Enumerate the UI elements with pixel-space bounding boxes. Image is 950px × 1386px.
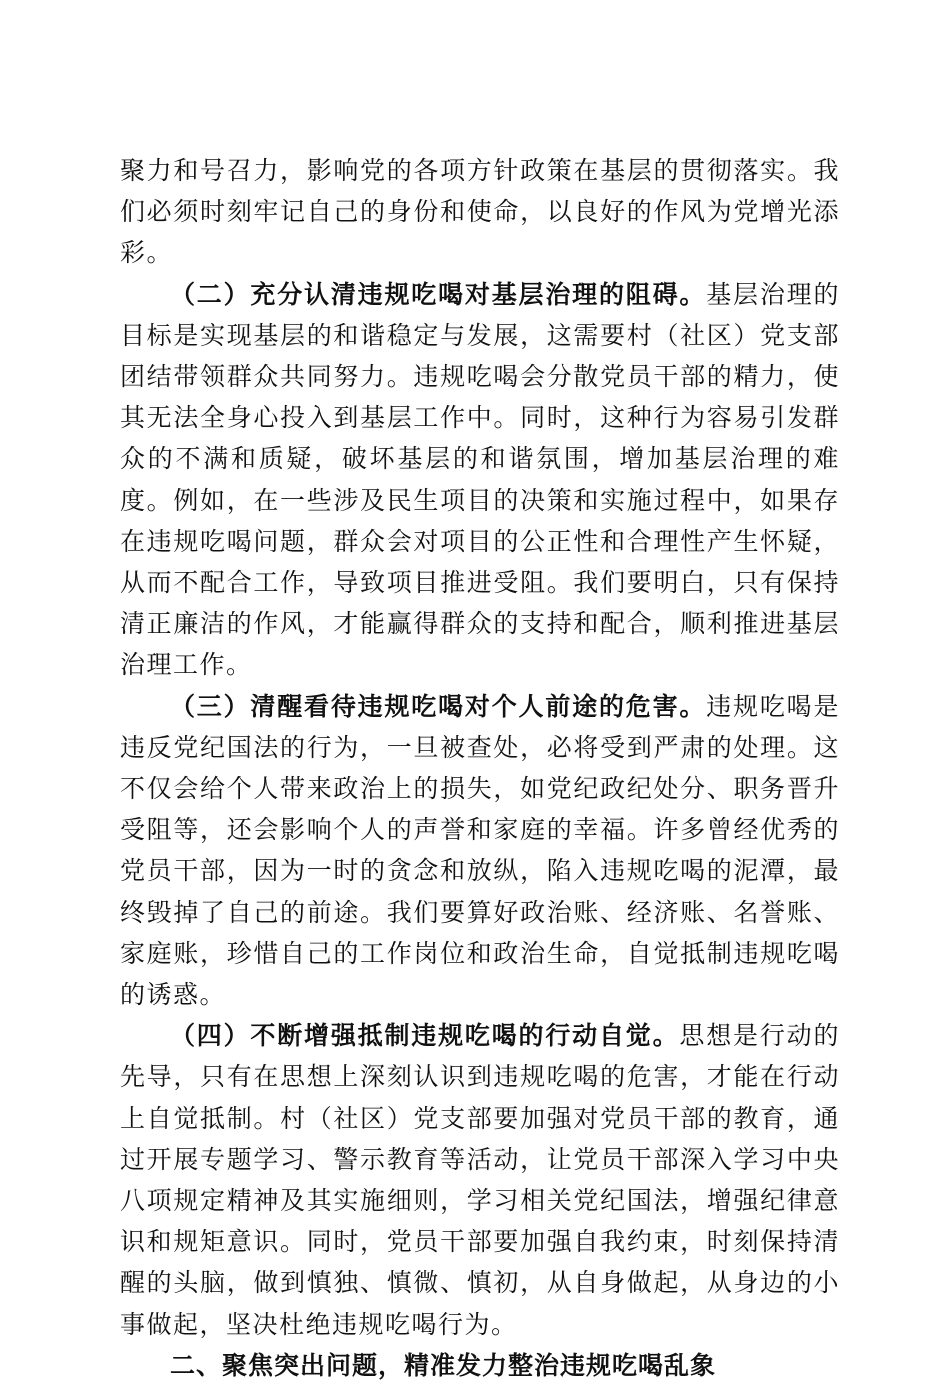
paragraph-continuation xyxy=(120,150,840,274)
subsection-heading: （三）清醒看待违规吃喝对个人前途的危害。 xyxy=(170,691,707,721)
paragraph-subsection-3 xyxy=(120,686,840,1016)
subsection-heading: （四）不断增强抵制违规吃喝的行动自觉。 xyxy=(170,1021,680,1051)
section-heading: 二、聚焦突出问题，精准发力整治违规吃喝乱象 xyxy=(170,1350,717,1380)
paragraph-subsection-4 xyxy=(120,1015,840,1345)
paragraph-text: 思想是行动的先导，只有在思想上深刻认识到违规吃喝的危害，才能在行动上自觉抵制。村（社区）党支部要加强对党员干部的教育，通过开展专题学习、警示教育等活动，让党员干部深入学习中央八项规定精神及其实施细则，学习相关党纪国法，增强纪律意识和规矩意识。同时，党员干部要加强自我约束，时刻保持清醒的头脑，做到慎独、慎微、慎初，从自身做起，从身边的小事做起，坚决杜绝违规吃喝行为。 xyxy=(120,1021,840,1339)
document-body xyxy=(120,150,840,1386)
paragraph-subsection-2 xyxy=(120,274,840,686)
paragraph-text: 基层治理的目标是实现基层的和谐稳定与发展，这需要村（社区）党支部团结带领群众共同努力。违规吃喝会分散党员干部的精力，使其无法全身心投入到基层工作中。同时，这种行为容易引发群众的不满和质疑，破坏基层的和谐氛围，增加基层治理的难度。例如，在一些涉及民生项目的决策和实施过程中，如果存在违规吃喝问题，群众会对项目的公正性和合理性产生怀疑，从而不配合工作，导致项目推进受阻。我们要明白，只有保持清正廉洁的作风，才能赢得群众的支持和配合，顺利推进基层治理工作。 xyxy=(120,279,840,680)
paragraph-text: 违规吃喝是违反党纪国法的行为，一旦被查处，必将受到严肃的处理。这不仅会给个人带来政治上的损失，如党纪政纪处分、职务晋升受阻等，还会影响个人的声誉和家庭的幸福。许多曾经优秀的党员干部，因为一时的贪念和放纵，陷入违规吃喝的泥潭，最终毁掉了自己的前途。我们要算好政治账、经济账、名誉账、家庭账，珍惜自己的工作岗位和政治生命，自觉抵制违规吃喝的诱惑。 xyxy=(120,691,840,1010)
paragraph-text: 聚力和号召力，影响党的各项方针政策在基层的贯彻落实。我们必须时刻牢记自己的身份和使命，以良好的作风为党增光添彩。 xyxy=(120,156,840,268)
subsection-heading: （二）充分认清违规吃喝对基层治理的阻碍。 xyxy=(170,279,707,309)
